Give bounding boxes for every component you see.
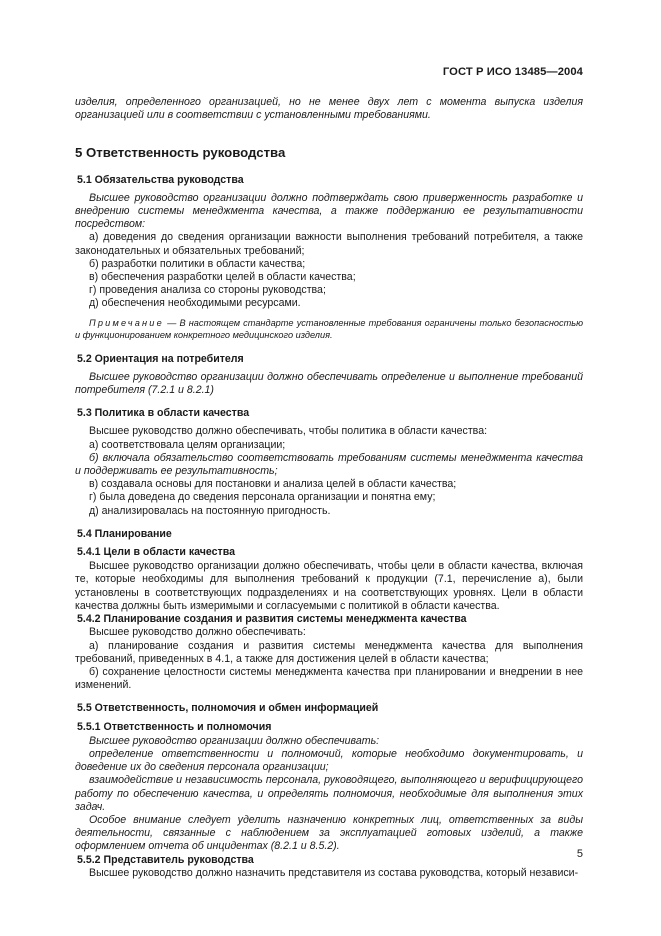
list-item: г) проведения анализа со стороны руководства; [89,284,326,297]
list-item: б) сохранение целостности системы менеджмента качества при планировании и внедрении в нее изменений. [75,665,583,692]
section-5-5-1-lead: Высшее руководство организации должно обеспечивать: [89,734,380,747]
section-5-1-lead: Высшее руководство организации должно подтверждать свою приверженность разработке и внедрению системы менеджмента качества, а также поддержанию ее результативности посредством: [75,191,583,231]
section-5-2-heading: 5.2 Ориентация на потребителя [77,352,244,365]
note [75,317,583,341]
section-5-5-1-paragraph: определение ответственности и полномочий, которые необходимо документировать, и доведение их до сведения персонала организации; [75,747,583,774]
section-5-4-2-lead: Высшее руководство должно обеспечивать: [89,626,306,639]
section-5-4-2-heading: 5.4.2 Планирование создания и развития системы менеджмента качества [77,613,467,626]
section-5-5-1-heading: 5.5.1 Ответственность и полномочия [77,720,272,733]
note-text: — В настоящем стандарте установленные требования ограничены только безопасностью и функционированием конкретного медицинского изделия. [75,317,583,340]
section-5-4-1-text: Высшее руководство организации должно обеспечивать, чтобы цели в области качества, включая те, которые необходимы для выполнения требований к продукции (7.1, перечисление а), были установлены в соответствующих подразделениях и на соответствующих уровнях. Цели в области качества должны быть измеримыми и согласуемыми с политикой в области качества. [75,560,583,612]
running-header: ГОСТ Р ИСО 13485—2004 [442,66,583,78]
list-item: а) доведения до сведения организации важности выполнения требований потребителя, а также законодательных и обязательных требований; [75,231,583,257]
section-5-5-2-heading: 5.5.2 Представитель руководства [77,853,254,866]
page-content [75,96,583,880]
section-5-3-heading: 5.3 Политика в области качества [77,407,250,420]
list-item: б) включала обязательство соответствовать требованиям системы менеджмента качества и поддерживать ее результативность; [75,451,583,478]
section-5-5-1-paragraph: Особое внимание следует уделить назначению конкретных лиц, ответственных за виды деятельности, связанные с наблюдением за эксплуатацией готовых изделий, а также оформлением отчета об инцидентах (8.2.1 и 8.5.2). [75,813,583,853]
section-5-3-lead: Высшее руководство должно обеспечивать, чтобы политика в области качества: [89,425,488,438]
list-item: в) создавала основы для постановки и анализа целей в области качества; [89,478,457,491]
section-5-4-heading: 5.4 Планирование [77,527,172,540]
section-5-4-1-heading: 5.4.1 Цели в области качества [77,546,235,559]
section-5-5-2-text: Высшее руководство должно назначить представителя из состава руководства, который независи- [89,866,579,879]
list-item: д) анализировалась на постоянную пригодность. [89,504,331,517]
section-5-1-heading: 5.1 Обязательства руководства [77,173,244,186]
section-5-5-1-paragraph: взаимодействие и независимость персонала, руководящего, выполняющего и верифицирующего работу по обеспечению качества, и определять полномочия, необходимые для выполнения этих задач. [75,774,583,813]
section-5-2-text: Высшее руководство организации должно обеспечивать определение и выполнение требований потребителя (7.2.1 и 8.2.1) [75,370,583,397]
list-item: а) планирование создания и развития системы менеджмента качества для выполнения требований, приведенных в 4.1, а также для достижения целей в области качества; [75,639,583,665]
list-item: д) обеспечения необходимыми ресурсами. [89,297,301,310]
page-number: 5 [576,848,583,860]
section-5-5-heading: 5.5 Ответственность, полномочия и обмен информацией [77,702,379,715]
list-item: а) соответствовала целям организации; [89,438,286,451]
list-item: г) была доведена до сведения персонала организации и понятна ему; [89,491,436,504]
continuation-paragraph: изделия, определенного организацией, но не менее двух лет с момента выпуска изделия организацией или в соответствии с установленными требованиями. [75,96,583,122]
list-item: б) разработки политики в области качества; [89,257,306,270]
section-5-heading: 5 Ответственность руководства [75,145,286,161]
list-item: в) обеспечения разработки целей в области качества; [89,271,356,284]
note-label: Примечание [89,317,164,328]
